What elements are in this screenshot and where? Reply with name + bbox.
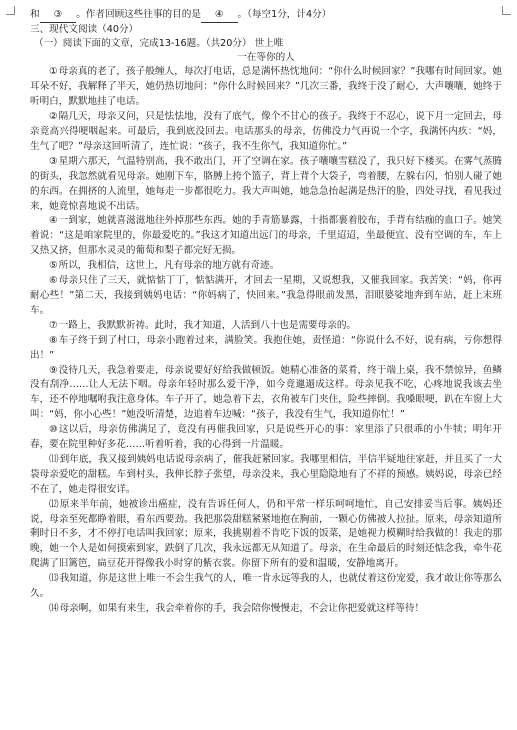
paragraph-text: 我知道，你是这世上唯一不会生我气的人，唯一肯永远等我的人，也就仗着这份宠爱，我才敢让你等那么久。 <box>30 573 503 600</box>
intro-prefix: 和 <box>30 9 40 20</box>
paragraph-text: 母亲啊，如果有来生，我会牵着你的手，我会陪你慢慢走，不会让你把爱就这样等待！ <box>59 603 425 614</box>
paragraph-text: 所以，我相信，这世上，凡有母亲的地方就有奇迹。 <box>58 260 280 272</box>
paragraph-number: ① <box>49 66 58 78</box>
paragraph-text: 星期六那天，气温特别高，我不敢出门，开了空调在家。孩子嚷嚷雪糕没了，我只好下楼买。在雾气蒸腾的街头，我忽然就看见母亲。她刚下车，胳膊上挎个篮子，背上背个大袋子，弯着腰，左躲右闪，怕别人碰了她的东西。在拥挤的人流里，她每走一步都很吃力。我大声叫她，她急急抬起满是热汗的脸，四处寻找，看见我过来，她竟惊喜地说不出话。 <box>30 155 503 212</box>
article-title: 一在等你的人 <box>237 52 295 64</box>
paragraph-text: 一到家，她就喜滋滋地往外掉那些东西。她的手青筋暴露，十指都裹着胶布，手背有结痂的血口子。她笑着说：“这是咱家院里的，你最爱吃的。”我这才知道出远门的母亲，千里迢迢，坐最便宜、没有空调的车，车上又热又挤，但那水灵灵的葡萄和梨子都完好无损。 <box>30 215 503 257</box>
article-paragraph <box>30 110 502 155</box>
blank-3: ③ <box>40 8 77 23</box>
paragraph-number: ⑤ <box>49 260 58 272</box>
paragraph-number: ⒀ <box>49 573 59 585</box>
article-paragraph <box>30 214 502 259</box>
article-paragraph <box>30 364 502 424</box>
exam-page <box>30 8 502 617</box>
section-title: 三、现代文阅读（40分） <box>30 24 139 36</box>
article-paragraph <box>30 319 502 334</box>
paragraph-number: ⑩ <box>49 424 58 436</box>
paragraph-number: ⒁ <box>49 603 59 614</box>
article-paragraph <box>30 453 502 498</box>
fill-blank-line <box>30 8 502 23</box>
paragraph-number: ② <box>49 111 58 123</box>
article-paragraph <box>30 602 502 617</box>
article-paragraph <box>30 155 502 215</box>
paragraph-text: 车子终于到了村口，母亲小跑着过来，满脸笑。我抱住她，责怪道：“你说什么不好，说有病，亏你想得出！” <box>30 334 502 361</box>
paragraph-number: ⑿ <box>49 498 59 510</box>
paragraph-text: 原来半年前，她被诊出癌症，没有告诉任何人，仍和平常一样乐呵呵地忙，自己安排妥当后事。姨妈还说，母亲至死都睁着眼，看东西要劲。我把那袋甜糕紧紧地抱在胸前，一颗心仿佛被人拉扯。原来，母亲知道所剩时日不多，才不停打电话叫我回家；原来，我挑剔着不肯吃下饭的饭菜，是她视力模糊时给我做的！我走的那晚，她一个人是如何摸索到家，跌倒了几次，我永远都无从知道了。母亲，在生命最后的时刻还惦念我，牵牛花爬满了旧篱笆，扁豆花开得像我小时穿的紫衣裳。你留下所有的爱和温暖，安静地离开。 <box>30 498 503 570</box>
paragraph-number: ⑦ <box>49 319 58 331</box>
page-corner-mark-right <box>502 6 511 15</box>
paragraph-text: 母亲只住了三天，就惦惦丁丁，惦惦满开，才回去一星期，又说想我，又催我回家。我苦笑：“妈，你再耐心些！”第二天，我接到姨妈电话：“你妈病了，快回来。”我急得眼前发黑，泪眼婆娑地奔到车站，赶上末班车。 <box>30 275 502 316</box>
paragraph-text: 母亲真的老了，孩子般缠人，每次打电话，总是满怀热忱地问：“你什么时候回家？”我哪有时间回家。她耳朵不好，我解释了半天，她仍热切地问：“你什么时候回来？”几次三番，我终于没了耐心，大声嚷嚷，她终于听明白，默默地挂了电话。 <box>30 66 502 108</box>
paragraph-text: 没待几天，我急着要走，母亲说要好好给我做顿饭。她精心准备的菜肴，终于端上桌，我不禁惊异，鱼鳞没有刮净……让人无法下咽。母亲年轻时那么爱干净，如今竟邋遢成这样。母亲见我不吃，心疼地说我该去坐车，还不停地嘱咐我注意身体。车子开了，她急着下去，衣角被车门夹住，险些摔倒。我嗓眼哽，趴在车窗上大叫：“妈，你小心些！”她没听清楚，边追着车边喊：“孩子，我没有生气，我知道你忙！” <box>30 364 503 421</box>
intro-mid: 。作者回顾这些往事的目的是 <box>76 9 201 20</box>
article-paragraph <box>30 334 502 364</box>
subsection-title: （一）阅读下面的文章，完成13-16题。（共20分） 世上唯 <box>34 38 284 50</box>
article-paragraph <box>30 572 502 602</box>
paragraph-number: ④ <box>49 215 58 227</box>
paragraph-text: 隔几天，母亲又问，只是怯怯地，没有了底气，像个不甘心的孩子。我终于不忍心，说下月一定回去，母亲竟高兴得哽咽起来。可最后，我到底没回去。电话那头的母亲，仿佛没力气再说一个字，我满怀内疚：“妈，生气了吧？”母亲这回听清了，连忙说：“孩子，我不生你气，我知道你忙。” <box>30 111 503 152</box>
article-paragraph <box>30 423 502 453</box>
paragraph-text: 这以后，母亲仿佛满足了，竟没有再催我回家，只是说些开心的事：家里添了只很乖的小牛犊；明年开春，要在院里种好多花……听着听着，我的心得到一片温暖。 <box>30 424 503 451</box>
paragraph-number: ⑧ <box>49 334 58 346</box>
paragraph-number: ③ <box>49 155 58 167</box>
article-paragraph <box>30 65 502 110</box>
paragraph-number: ⑥ <box>49 275 58 287</box>
article-paragraph <box>30 274 502 319</box>
article-body <box>30 65 502 617</box>
paragraph-number: ⑨ <box>49 364 58 376</box>
paragraph-text: 一路上，我默默祈祷。此时，我才知道，人活到八十也是需要母亲的。 <box>58 319 357 331</box>
intro-suffix: 。（每空1分，计4分） <box>237 9 332 20</box>
paragraph-text: 到年底，我又接到姨妈电话说母亲病了，催我赶紧回家。我哪里相信，半信半疑地往家赶，并且买了一大袋母亲爱吃的甜糕。车到村头，我伸长脖子张望，母亲没来，我心里隐隐地有了不祥的预感。姨妈说，母亲已经不在了，她走得很安详。 <box>30 453 503 495</box>
blank-4: ④ <box>201 8 238 23</box>
paragraph-number: ⑾ <box>49 453 59 465</box>
article-paragraph <box>30 259 502 274</box>
article-paragraph <box>30 498 502 573</box>
page-corner-mark-left <box>6 6 15 15</box>
